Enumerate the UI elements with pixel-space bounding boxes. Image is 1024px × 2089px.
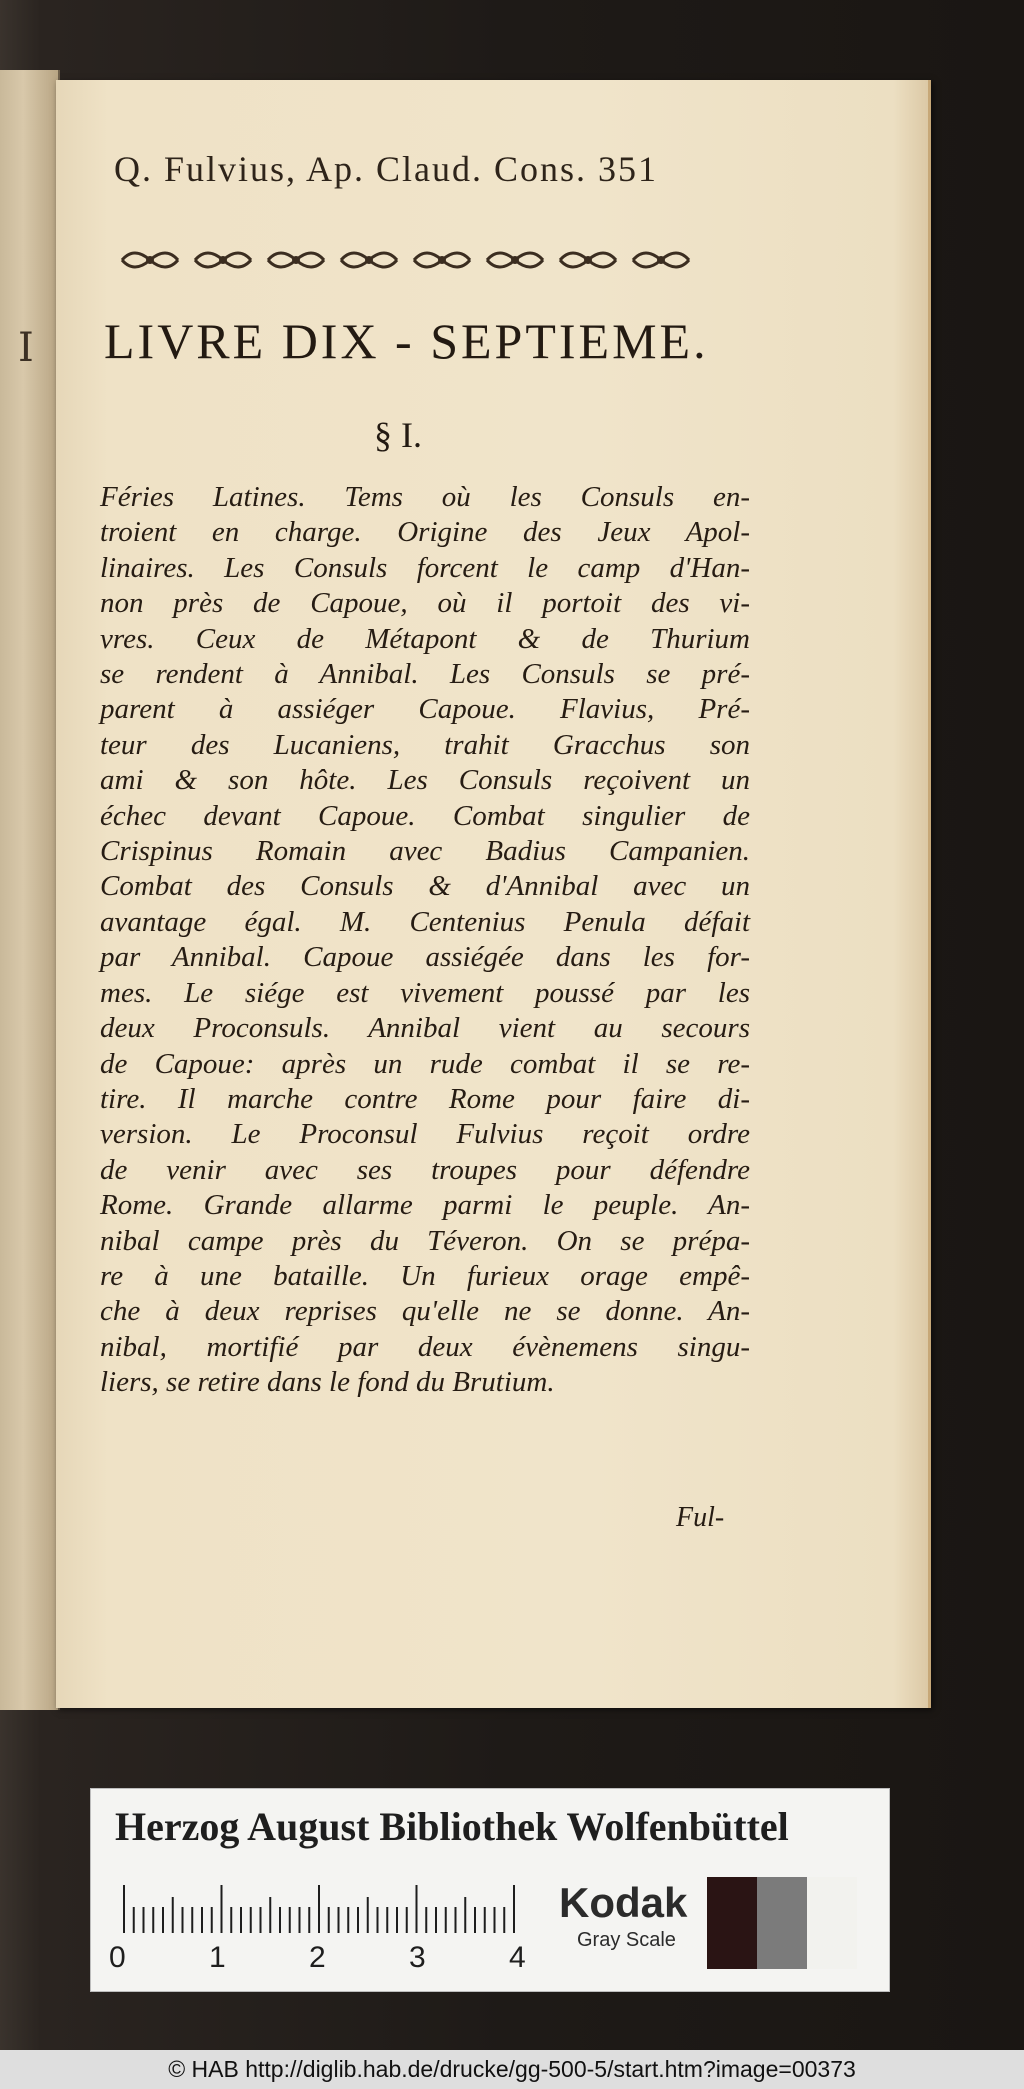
summary-line: de Capoue: après un rude combat il se re- bbox=[100, 1047, 750, 1080]
book-page bbox=[56, 80, 931, 1708]
summary-line: che à deux reprises qu'elle ne se donne. An- bbox=[100, 1295, 750, 1328]
ornament-flourish bbox=[191, 242, 255, 278]
library-name: Herzog August Bibliothek Wolfenbüttel bbox=[115, 1804, 789, 1849]
gray-scale-label: Gray Scale bbox=[577, 1929, 676, 1951]
facing-page-fragment: I bbox=[18, 325, 34, 371]
summary-line: nibal, mortifié par deux évènemens singu- bbox=[100, 1330, 750, 1363]
ornament-flourish bbox=[629, 242, 693, 278]
ornament-flourish bbox=[483, 242, 547, 278]
copyright-link[interactable]: © HAB http://diglib.hab.de/drucke/gg-500-5/start.htm?image=00373 bbox=[168, 2056, 856, 2082]
facing-page-edge bbox=[0, 70, 60, 1710]
summary-line: Féries Latines. Tems où les Consuls en- bbox=[100, 481, 750, 513]
summary-line: vres. Ceux de Métapont & de Thurium bbox=[100, 622, 750, 655]
scale-ruler bbox=[119, 1885, 519, 1935]
footer-credit-bar bbox=[0, 2050, 1024, 2089]
gray-swatch-mid bbox=[757, 1877, 807, 1969]
printers-ornament bbox=[118, 240, 693, 280]
section-number: § I. bbox=[374, 415, 422, 455]
summary-line: deux Proconsuls. Annibal vient au secours bbox=[100, 1012, 750, 1045]
chapter-summary bbox=[100, 480, 750, 1401]
summary-line: ami & son hôte. Les Consuls reçoivent un bbox=[100, 764, 750, 797]
summary-line: nibal campe près du Téveron. On se prépa- bbox=[100, 1224, 750, 1257]
kodak-logo: Kodak bbox=[559, 1879, 688, 1926]
ruler-number: 0 bbox=[109, 1941, 126, 1974]
summary-line: teur des Lucaniens, trahit Gracchus son bbox=[100, 728, 750, 761]
summary-line: version. Le Proconsul Fulvius reçoit ordre bbox=[100, 1118, 750, 1151]
ruler-number: 3 bbox=[409, 1941, 426, 1974]
ornament-flourish bbox=[264, 242, 328, 278]
summary-line: mes. Le siége est vivement poussé par les bbox=[100, 976, 750, 1009]
summary-line: Crispinus Romain avec Badius Campanien. bbox=[100, 835, 750, 868]
ornament-flourish bbox=[337, 242, 401, 278]
running-head: Q. Fulvius, Ap. Claud. Cons. 351 bbox=[114, 149, 659, 189]
summary-line: se rendent à Annibal. Les Consuls se pré- bbox=[100, 658, 750, 691]
summary-line: linaires. Les Consuls forcent le camp d'Han- bbox=[100, 551, 750, 584]
summary-line: liers, se retire dans le fond du Brutium. bbox=[100, 1366, 555, 1399]
summary-line: par Annibal. Capoue assiégée dans les for- bbox=[100, 941, 750, 974]
color-calibration-target bbox=[90, 1788, 890, 1992]
summary-line: non près de Capoue, où il portoit des vi- bbox=[100, 587, 750, 620]
ruler-number: 1 bbox=[209, 1941, 226, 1974]
gray-swatch-dark bbox=[707, 1877, 757, 1969]
ornament-flourish bbox=[118, 242, 182, 278]
gray-swatch-light bbox=[807, 1877, 857, 1969]
summary-line: parent à assiéger Capoue. Flavius, Pré- bbox=[100, 693, 750, 726]
summary-line: Combat des Consuls & d'Annibal avec un bbox=[100, 870, 750, 903]
summary-line: échec devant Capoue. Combat singulier de bbox=[100, 799, 750, 832]
ruler-numbers bbox=[109, 1941, 529, 1981]
summary-line: tire. Il marche contre Rome pour faire di- bbox=[100, 1082, 750, 1115]
book-title: LIVRE DIX - SEPTIEME. bbox=[104, 313, 709, 369]
ornament-flourish bbox=[410, 242, 474, 278]
summary-line: avantage égal. M. Centenius Penula défait bbox=[100, 905, 750, 938]
catchword: Ful- bbox=[676, 1502, 725, 1533]
ruler-number: 4 bbox=[509, 1941, 526, 1974]
ornament-flourish bbox=[556, 242, 620, 278]
summary-line: de venir avec ses troupes pour défendre bbox=[100, 1153, 750, 1186]
summary-line: Rome. Grande allarme parmi le peuple. An- bbox=[100, 1189, 750, 1222]
summary-line: re à une bataille. Un furieux orage empê- bbox=[100, 1259, 750, 1292]
summary-line: troient en charge. Origine des Jeux Apol- bbox=[100, 516, 750, 549]
ruler-number: 2 bbox=[309, 1941, 326, 1974]
